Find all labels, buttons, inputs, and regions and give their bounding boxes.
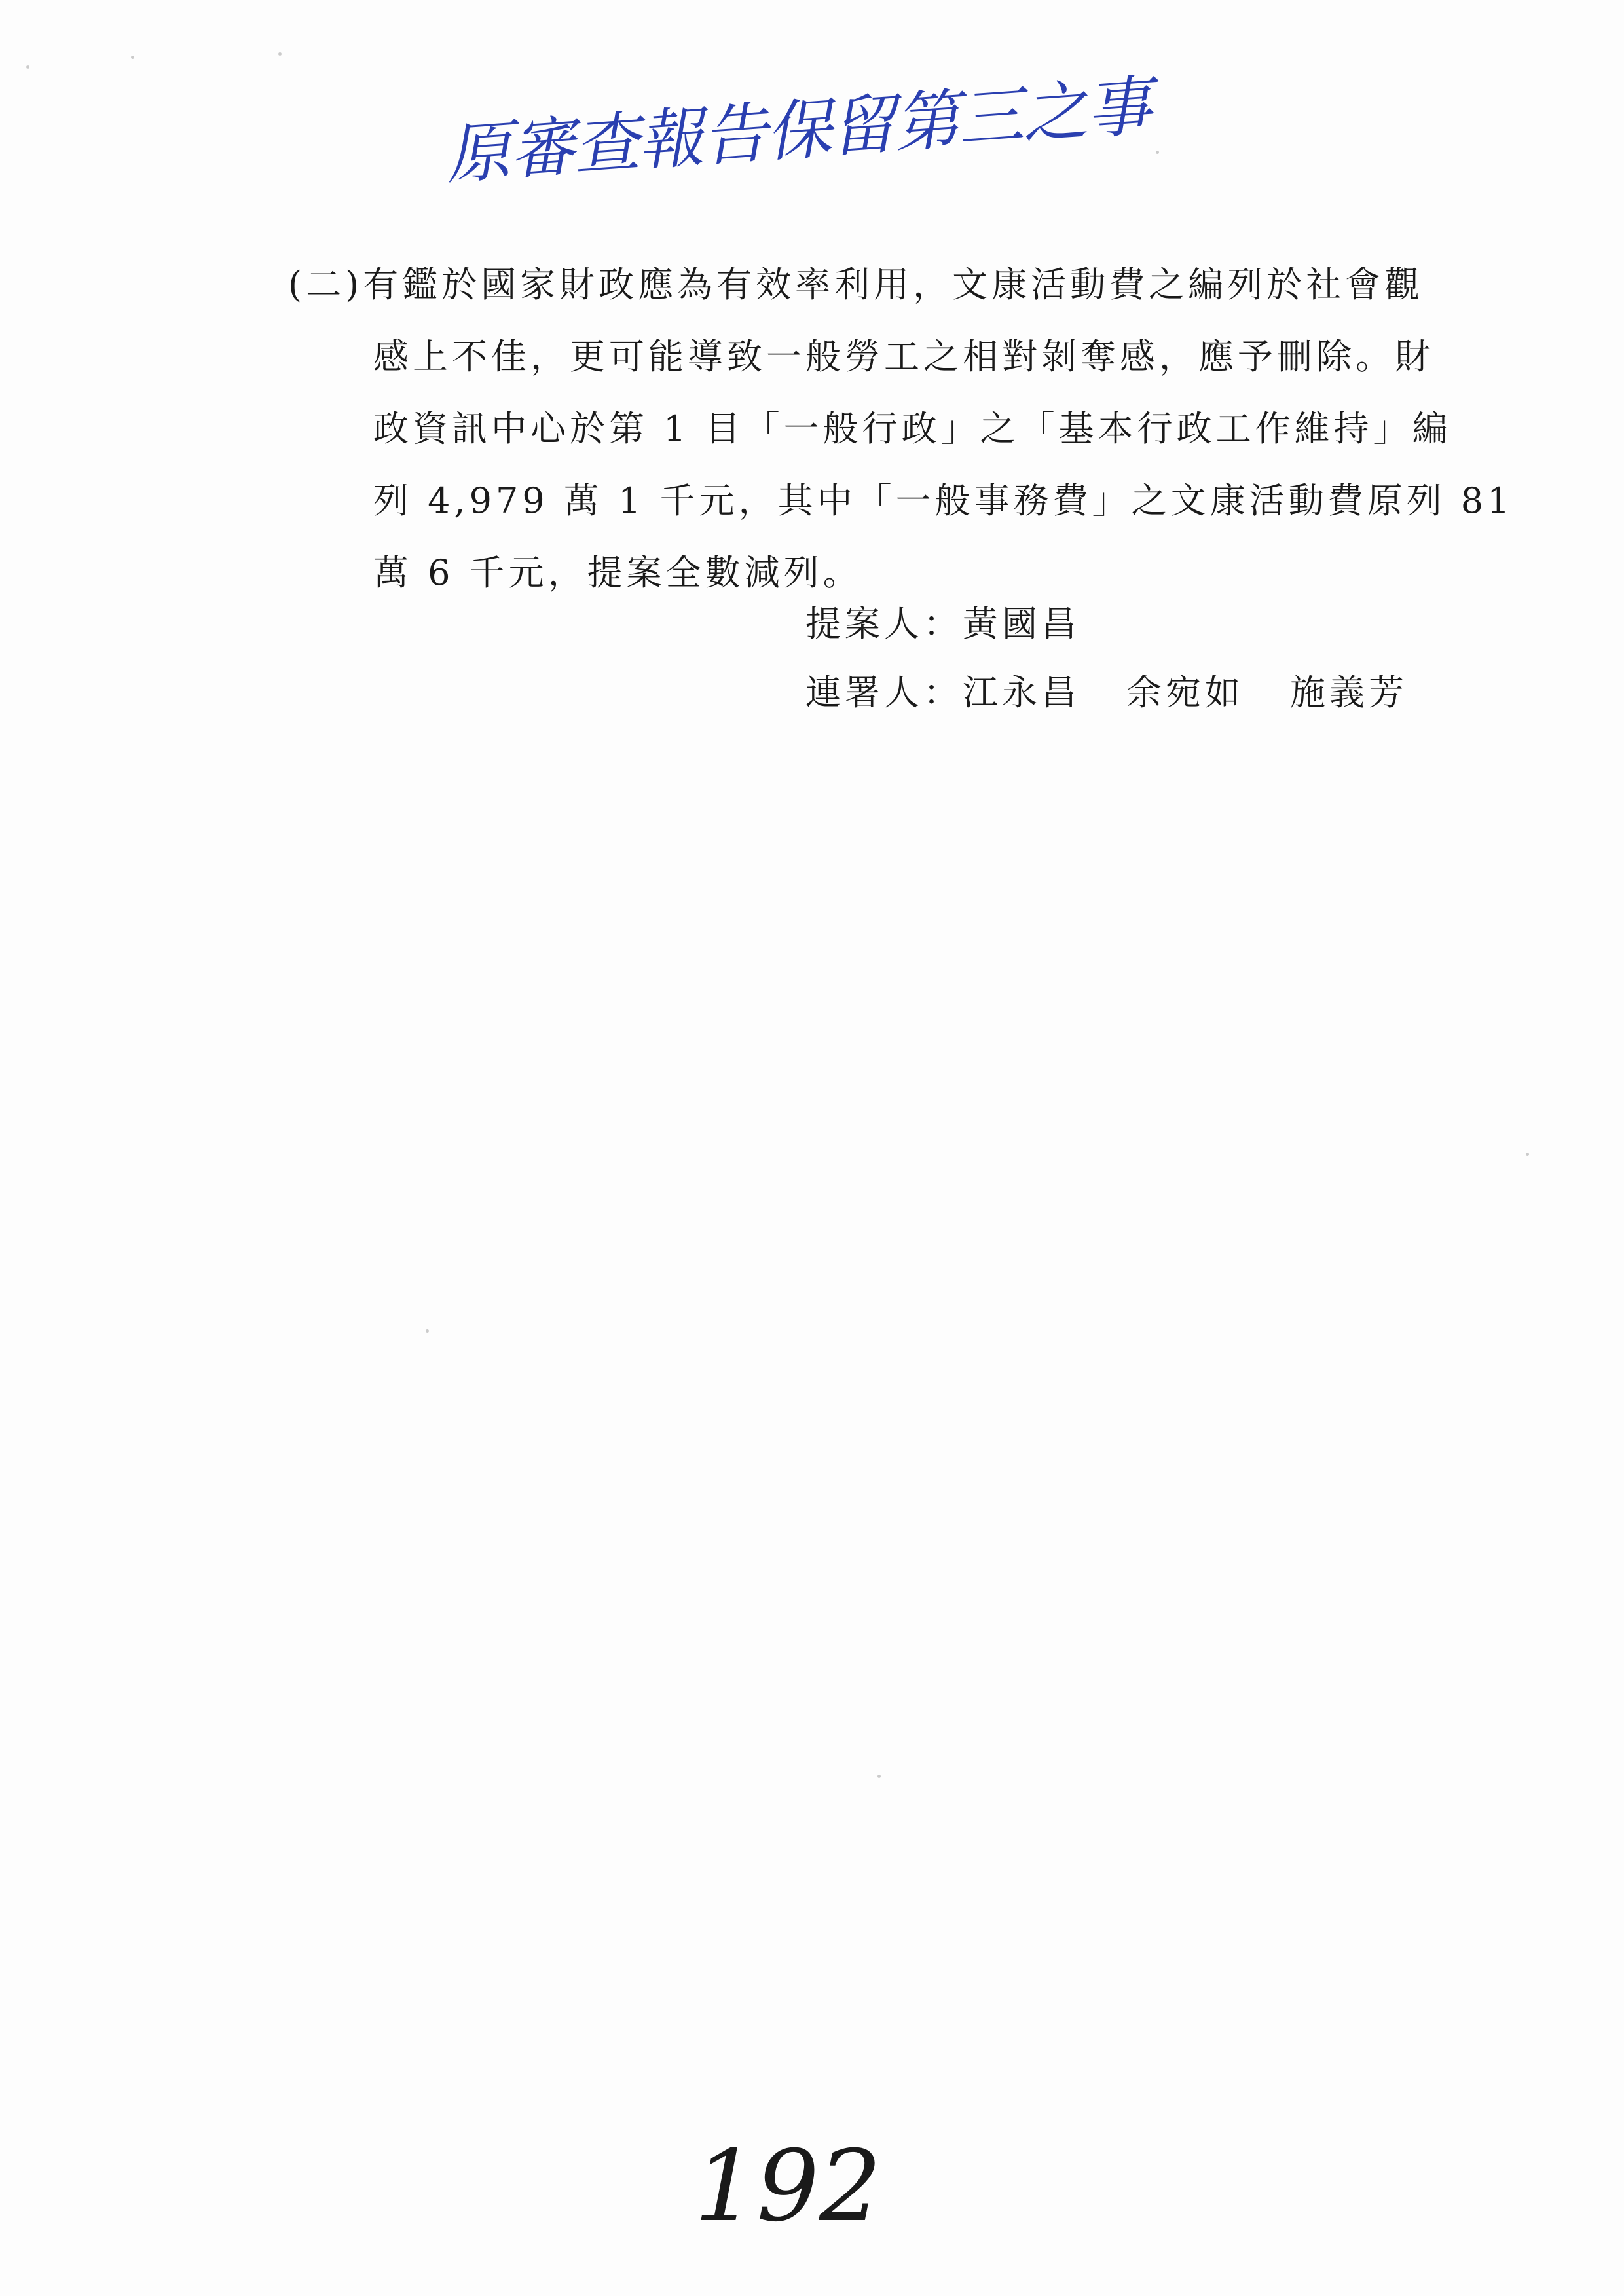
- handwritten-annotation: [443, 67, 1153, 194]
- cosigner-name: 江永昌: [963, 672, 1080, 713]
- paragraph-line-4: 列 4,979 萬 1 千元，其中「一般事務費」之文康活動費原列 81: [373, 480, 1514, 521]
- handwritten-page-number: [681, 2122, 882, 2253]
- scan-speck: [26, 65, 29, 69]
- cosigner-name: 余宛如: [1126, 672, 1244, 713]
- page-number-text: 192: [694, 2130, 882, 2244]
- handwritten-annotation-text: 原審查報告保留第三之事: [443, 67, 1153, 194]
- cosigner-label: 連署人：: [805, 672, 963, 713]
- paragraph-line-1: (二)有鑑於國家財政應為有效率利用，文康活動費之編列於社會觀: [288, 264, 1424, 305]
- cosigner-row: [805, 658, 1408, 727]
- scan-speck: [1526, 1153, 1529, 1156]
- signature-block: [805, 589, 1408, 727]
- scan-speck: [1156, 151, 1159, 154]
- scan-speck: [426, 1329, 429, 1333]
- scan-speck: [131, 56, 134, 59]
- scan-speck: [278, 52, 282, 56]
- paragraph-line-3: 政資訊中心於第 1 目「一般行政」之「基本行政工作維持」編: [373, 408, 1452, 449]
- scan-speck: [877, 1775, 881, 1778]
- proposer-name: 黃國昌: [963, 603, 1080, 644]
- paragraph-line-5: 萬 6 千元，提案全數減列。: [373, 552, 862, 593]
- proposer-row: [805, 589, 1408, 658]
- paragraph-line-2: 感上不佳，更可能導致一般勞工之相對剝奪感，應予刪除。財: [373, 336, 1434, 377]
- cosigner-name: 施義芳: [1290, 672, 1408, 713]
- motion-paragraph: [288, 249, 1514, 609]
- proposer-label: 提案人：: [805, 603, 963, 644]
